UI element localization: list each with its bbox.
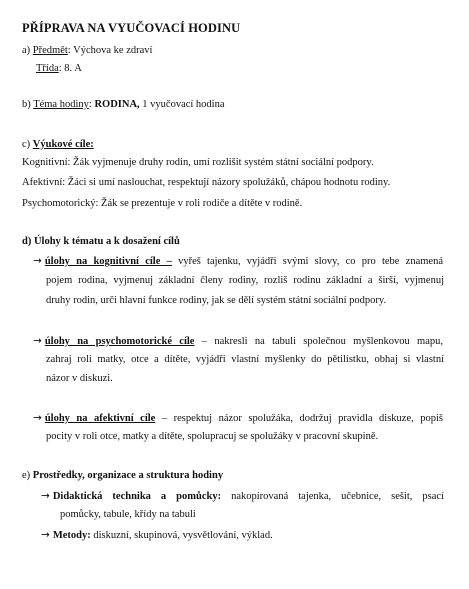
- section-e-marker: e): [22, 470, 31, 481]
- class-line: [36, 63, 82, 74]
- class-label: Třída: [36, 63, 59, 74]
- subject-label: Předmět: [32, 45, 68, 56]
- topic-rest: 1 vyučovací hodina: [139, 99, 225, 110]
- resources-heading: Prostředky, organizace a struktura hodiny: [32, 470, 224, 481]
- task-psychomotor-label: úlohy na psychomotorické cíle: [44, 336, 195, 347]
- arrow-icon: →: [33, 412, 42, 424]
- arrow-icon: →: [41, 529, 50, 541]
- task-psychomotor-line2: zahraj roli matky, otce a dítěte, vyjádři vlastní myšlenky do pětilístku, obhaj si vlastní: [46, 354, 444, 365]
- task-cognitive-label: úlohy na kognitivní cíle –: [44, 256, 172, 267]
- task-affective-label: úlohy na afektivní cíle: [44, 413, 156, 424]
- didactic-line1: [41, 490, 444, 502]
- subject-line: [22, 45, 152, 56]
- methods-line: [41, 529, 273, 541]
- topic-colon: :: [88, 99, 92, 110]
- arrow-icon: →: [33, 255, 42, 267]
- topic-line: [22, 99, 225, 110]
- task-psychomotor-line1: [33, 335, 443, 347]
- didactic-line2: pomůcky, tabule, křídy na tabuli: [60, 509, 196, 520]
- task-affective-text: – respektuj názor spolužáka, dodržuj pravidla diskuze, popiš: [155, 413, 443, 424]
- section-b-marker: b): [22, 99, 31, 110]
- section-a-marker: a): [22, 45, 31, 56]
- arrow-icon: →: [41, 490, 50, 502]
- task-affective-line2: pocity v roli otce, matky a dítěte, spolupracuj se spolužáky v pracovní skupině.: [46, 431, 379, 442]
- task-cognitive-line3: druhy rodin, urči hlavní funkce rodiny, jak se dělí systém státní sociální podpory.: [46, 295, 387, 306]
- objective-psychomotor: Psychomotorický: Žák se prezentuje v roli rodiče a dítěte v rodině.: [22, 198, 303, 209]
- arrow-icon: →: [33, 335, 42, 347]
- objectives-heading: Výukové cíle:: [32, 139, 94, 150]
- topic-value: RODINA,: [94, 99, 140, 110]
- task-cognitive-line2: pojem rodina, vyjmenuj základní členy rodiny, rozliš rodinu základní a širší, vyjmenuj: [46, 275, 444, 286]
- subject-value: : Výchova ke zdraví: [67, 45, 153, 56]
- task-cognitive-text: vyřeš tajenku, vyjádři svými slovy, co pro tebe znamená: [171, 256, 443, 267]
- didactic-label: Didaktická technika a pomůcky:: [52, 491, 222, 502]
- section-c-marker: c): [22, 139, 31, 150]
- class-value: : 8. A: [58, 63, 82, 74]
- task-psychomotor-line3: názor v diskuzi.: [46, 373, 113, 384]
- objectives-heading-line: [22, 139, 94, 150]
- document-title: PŘÍPRAVA NA VYUČOVACÍ HODINU: [22, 21, 241, 35]
- task-affective-line1: [33, 412, 443, 424]
- tasks-heading: d) Úlohy k tématu a k dosažení cílů: [22, 236, 180, 247]
- objective-cognitive: Kognitivní: Žák vyjmenuje druhy rodin, umí rozlišit systém státní sociální podpory.: [22, 157, 374, 168]
- task-cognitive-line1: [33, 255, 443, 267]
- didactic-text: nakopírovaná tajenka, učebnice, sešit, psací: [221, 491, 444, 502]
- objective-affective: Afektivní: Žáci si umí naslouchat, respektují názory spolužáků, chápou hodnotu rodiny.: [22, 177, 391, 188]
- topic-label: Téma hodiny: [33, 99, 89, 110]
- methods-label: Metody:: [52, 530, 91, 541]
- methods-text: diskuzní, skupinová, vysvětlování, výklad.: [90, 530, 273, 541]
- task-psychomotor-text: – nakresli na tabuli společnou myšlenkovou mapu,: [194, 336, 443, 347]
- resources-heading-line: [22, 470, 223, 481]
